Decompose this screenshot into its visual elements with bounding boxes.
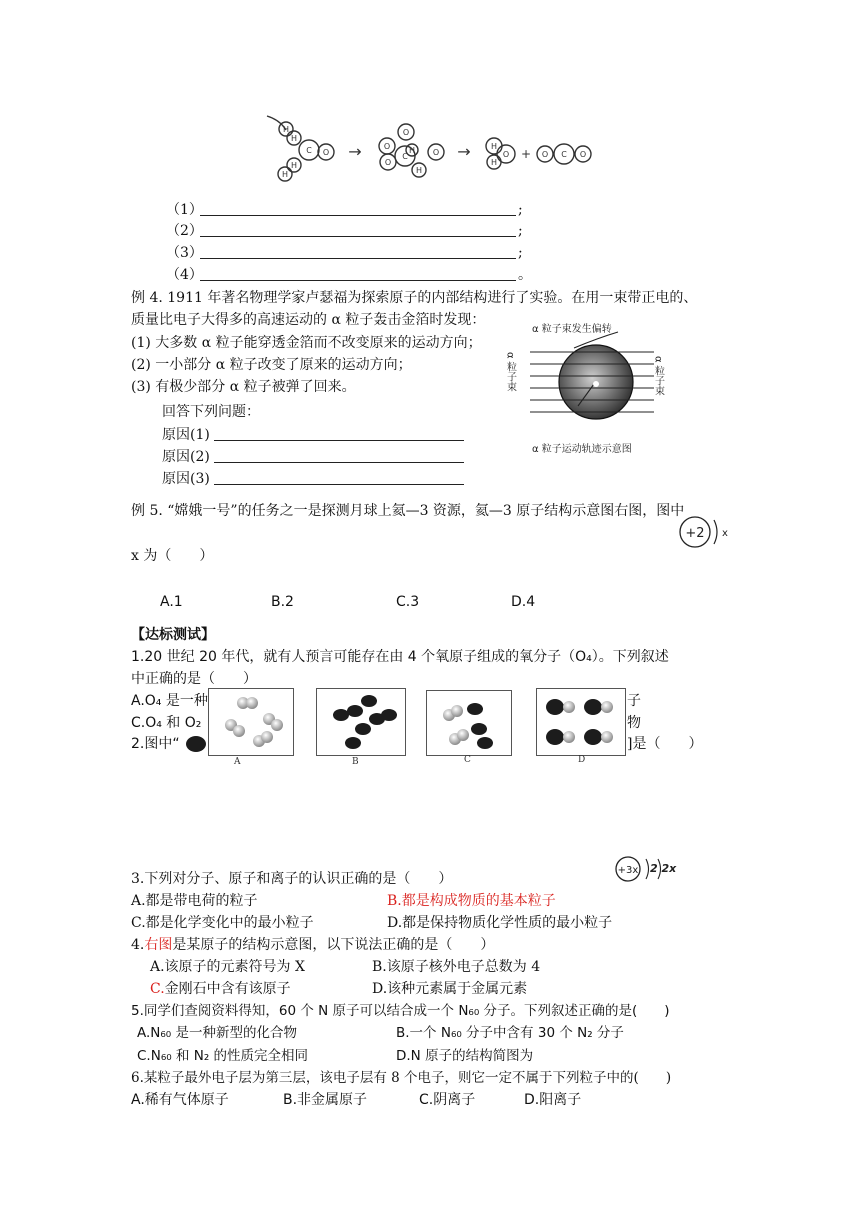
ex5-option: D.4 (511, 594, 536, 610)
atom-label: H (282, 125, 290, 134)
atom-label: H (290, 161, 298, 170)
atom-label: H (490, 142, 498, 151)
ex4-item: (3) 有极少部分 α 粒子被弹了回来。 (131, 379, 356, 395)
q4-option: A.该原子的元素符号为 X (150, 959, 305, 975)
q6-option: C.阴离子 (419, 1092, 476, 1108)
atom-label: H (415, 166, 423, 175)
q3-option-highlighted: B.都是构成物质的基本粒子 (387, 893, 556, 909)
answer-line[interactable] (214, 462, 464, 463)
q1-option-a-fragment: A.O₄ 是一种 (131, 693, 208, 709)
atom-label: H (281, 170, 289, 179)
atom-label: O (502, 150, 510, 159)
section-heading: 【达标测试】 (131, 627, 215, 643)
figure-left-label: α 粒子束 (504, 352, 516, 392)
box-label-d: D (578, 755, 586, 765)
figure-right-label: α 粒子束 (652, 356, 664, 396)
blank-end: ; (518, 202, 523, 218)
reason-label: 原因(1) (162, 427, 210, 443)
q3-option: A.都是带电荷的粒子 (131, 893, 258, 909)
q6-option: A.稀有气体原子 (131, 1092, 229, 1108)
figure-caption: α 粒子运动轨迹示意图 (532, 444, 632, 455)
q4-option (150, 979, 291, 999)
q1-option-a-tail: 子 (627, 693, 641, 709)
reaction-arrow: → (348, 142, 362, 161)
q4-option: B.该原子核外电子总数为 4 (372, 959, 541, 975)
q3-option: C.都是化学变化中的最小粒子 (131, 915, 314, 931)
q3-option: D.都是保持物质化学性质的最小粒子 (387, 915, 613, 931)
blank-end: 。 (518, 267, 532, 283)
atom-label: H (490, 158, 498, 167)
q1-line2: 中正确的是（ ） (131, 671, 257, 687)
helium-atom-diagram (676, 512, 730, 552)
rutherford-figure (504, 318, 668, 458)
particle-box-b (316, 688, 406, 756)
ex5-option: C.3 (396, 594, 420, 610)
answer-line[interactable] (214, 440, 464, 441)
atom-label: O (541, 150, 549, 159)
reaction-arrow: → (457, 142, 471, 161)
q5-option: C.N₆₀ 和 N₂ 的性质完全相同 (137, 1048, 309, 1064)
blank-label: （2） (166, 223, 203, 239)
ex5-option: B.2 (271, 594, 294, 610)
particle-box-c (426, 690, 512, 756)
reason-label: 原因(3) (162, 471, 210, 487)
blank-label: （1） (166, 202, 203, 218)
q1-option-c-tail: 物 (627, 715, 641, 731)
q6-option: D.阳离子 (524, 1092, 582, 1108)
q5-stem: 5.同学们查阅资料得知，60 个 N 原子可以结合成一个 N₆₀ 分子。下列叙述正确的是( ) (131, 1003, 670, 1019)
answer-line[interactable] (200, 280, 516, 281)
atom-label: C (561, 150, 567, 159)
q6-option: B.非金属原子 (283, 1092, 368, 1108)
atom-label: O (432, 148, 440, 157)
q5-option: A.N₆₀ 是一种新型的化合物 (137, 1025, 298, 1041)
plus-sign: + (520, 147, 532, 161)
q4-stem (131, 935, 494, 955)
blank-end: ; (518, 245, 523, 261)
q2-fragment: 2.图中“ (131, 736, 180, 752)
ex4-line1: 例 4. 1911 年著名物理学家卢瑟福为探索原子的内部结构进行了实验。在用一束带正电的、 (131, 290, 698, 306)
atom-label: O (579, 150, 587, 159)
q6-stem: 6.某粒子最外电子层为第三层，该电子层有 8 个电子，则它一定不属于下列粒子中的( ) (131, 1070, 672, 1086)
ex4-item: (1) 大多数 α 粒子能穿透金箔而不改变原来的运动方向； (131, 335, 482, 351)
answer-line[interactable] (200, 215, 516, 216)
figure-top-label: α 粒子束发生偏转 (532, 324, 612, 335)
shell-electrons: 2 2x (650, 862, 677, 875)
q2-tail: ]是（ ） (627, 736, 703, 752)
atom-label: O (383, 142, 391, 151)
q4-option-c-text: 金刚石中含有该原子 (164, 981, 291, 997)
q1-option-c-fragment: C.O₄ 和 O₂ (131, 715, 202, 731)
q4-atom-diagram (612, 854, 688, 884)
answer-line[interactable] (200, 236, 516, 237)
particle-box-a (208, 688, 294, 756)
nucleus-charge: +2 (685, 526, 705, 541)
ex4-item: (2) 一小部分 α 粒子改变了原来的运动方向； (131, 357, 412, 373)
blank-label: （4） (166, 267, 203, 283)
ex5-line2: x 为（ ） (131, 548, 214, 564)
q4-prefix: 4. (131, 937, 145, 953)
q4-red-ref: 右图 (144, 937, 173, 953)
atom-label: O (384, 158, 392, 167)
atom-label: O (322, 148, 330, 157)
q3-stem: 3.下列对分子、原子和离子的认识正确的是（ ） (131, 871, 453, 887)
atom-label: C (402, 152, 408, 161)
q4-option: D.该种元素属于金属元素 (372, 981, 528, 997)
box-label-c: C (464, 755, 471, 765)
q4-option-c-letter: C. (150, 981, 165, 997)
q5-option: B.一个 N₆₀ 分子中含有 30 个 N₂ 分子 (396, 1025, 624, 1041)
q4-rest: 是某原子的结构示意图，以下说法正确的是（ ） (172, 937, 495, 953)
blank-label: （3） (166, 245, 203, 261)
ex4-answer-label: 回答下列问题： (162, 404, 260, 420)
q1-line1: 1.20 世纪 20 年代，就有人预言可能存在由 4 个氧原子组成的氧分子（O₄）。下列叙述 (131, 649, 669, 665)
reaction-figure (262, 112, 602, 188)
particle-box-d (536, 688, 626, 756)
answer-line[interactable] (200, 258, 516, 259)
atom-label: C (306, 146, 312, 155)
q5-option: D.N 原子的结构简图为 (396, 1048, 534, 1064)
ex5-line1: 例 5. “嫦娥一号”的任务之一是探测月球上氦—3 资源，氦—3 原子结构示意图右图，图中 (131, 503, 685, 519)
reason-label: 原因(2) (162, 449, 210, 465)
box-label-a: A (234, 757, 241, 767)
atom-label: H (408, 146, 416, 155)
nucleus-charge: +3x (617, 865, 639, 876)
atom-label: O (402, 128, 410, 137)
blank-end: ; (518, 223, 523, 239)
ex4-line2: 质量比电子大得多的高速运动的 α 粒子轰击金箔时发现： (131, 312, 486, 328)
black-ball-icon (186, 736, 206, 752)
atom-label: H (290, 134, 298, 143)
box-label-b: B (352, 757, 359, 767)
ex5-option: A.1 (160, 594, 183, 610)
answer-line[interactable] (214, 484, 464, 485)
shell-electrons: x (722, 528, 728, 539)
